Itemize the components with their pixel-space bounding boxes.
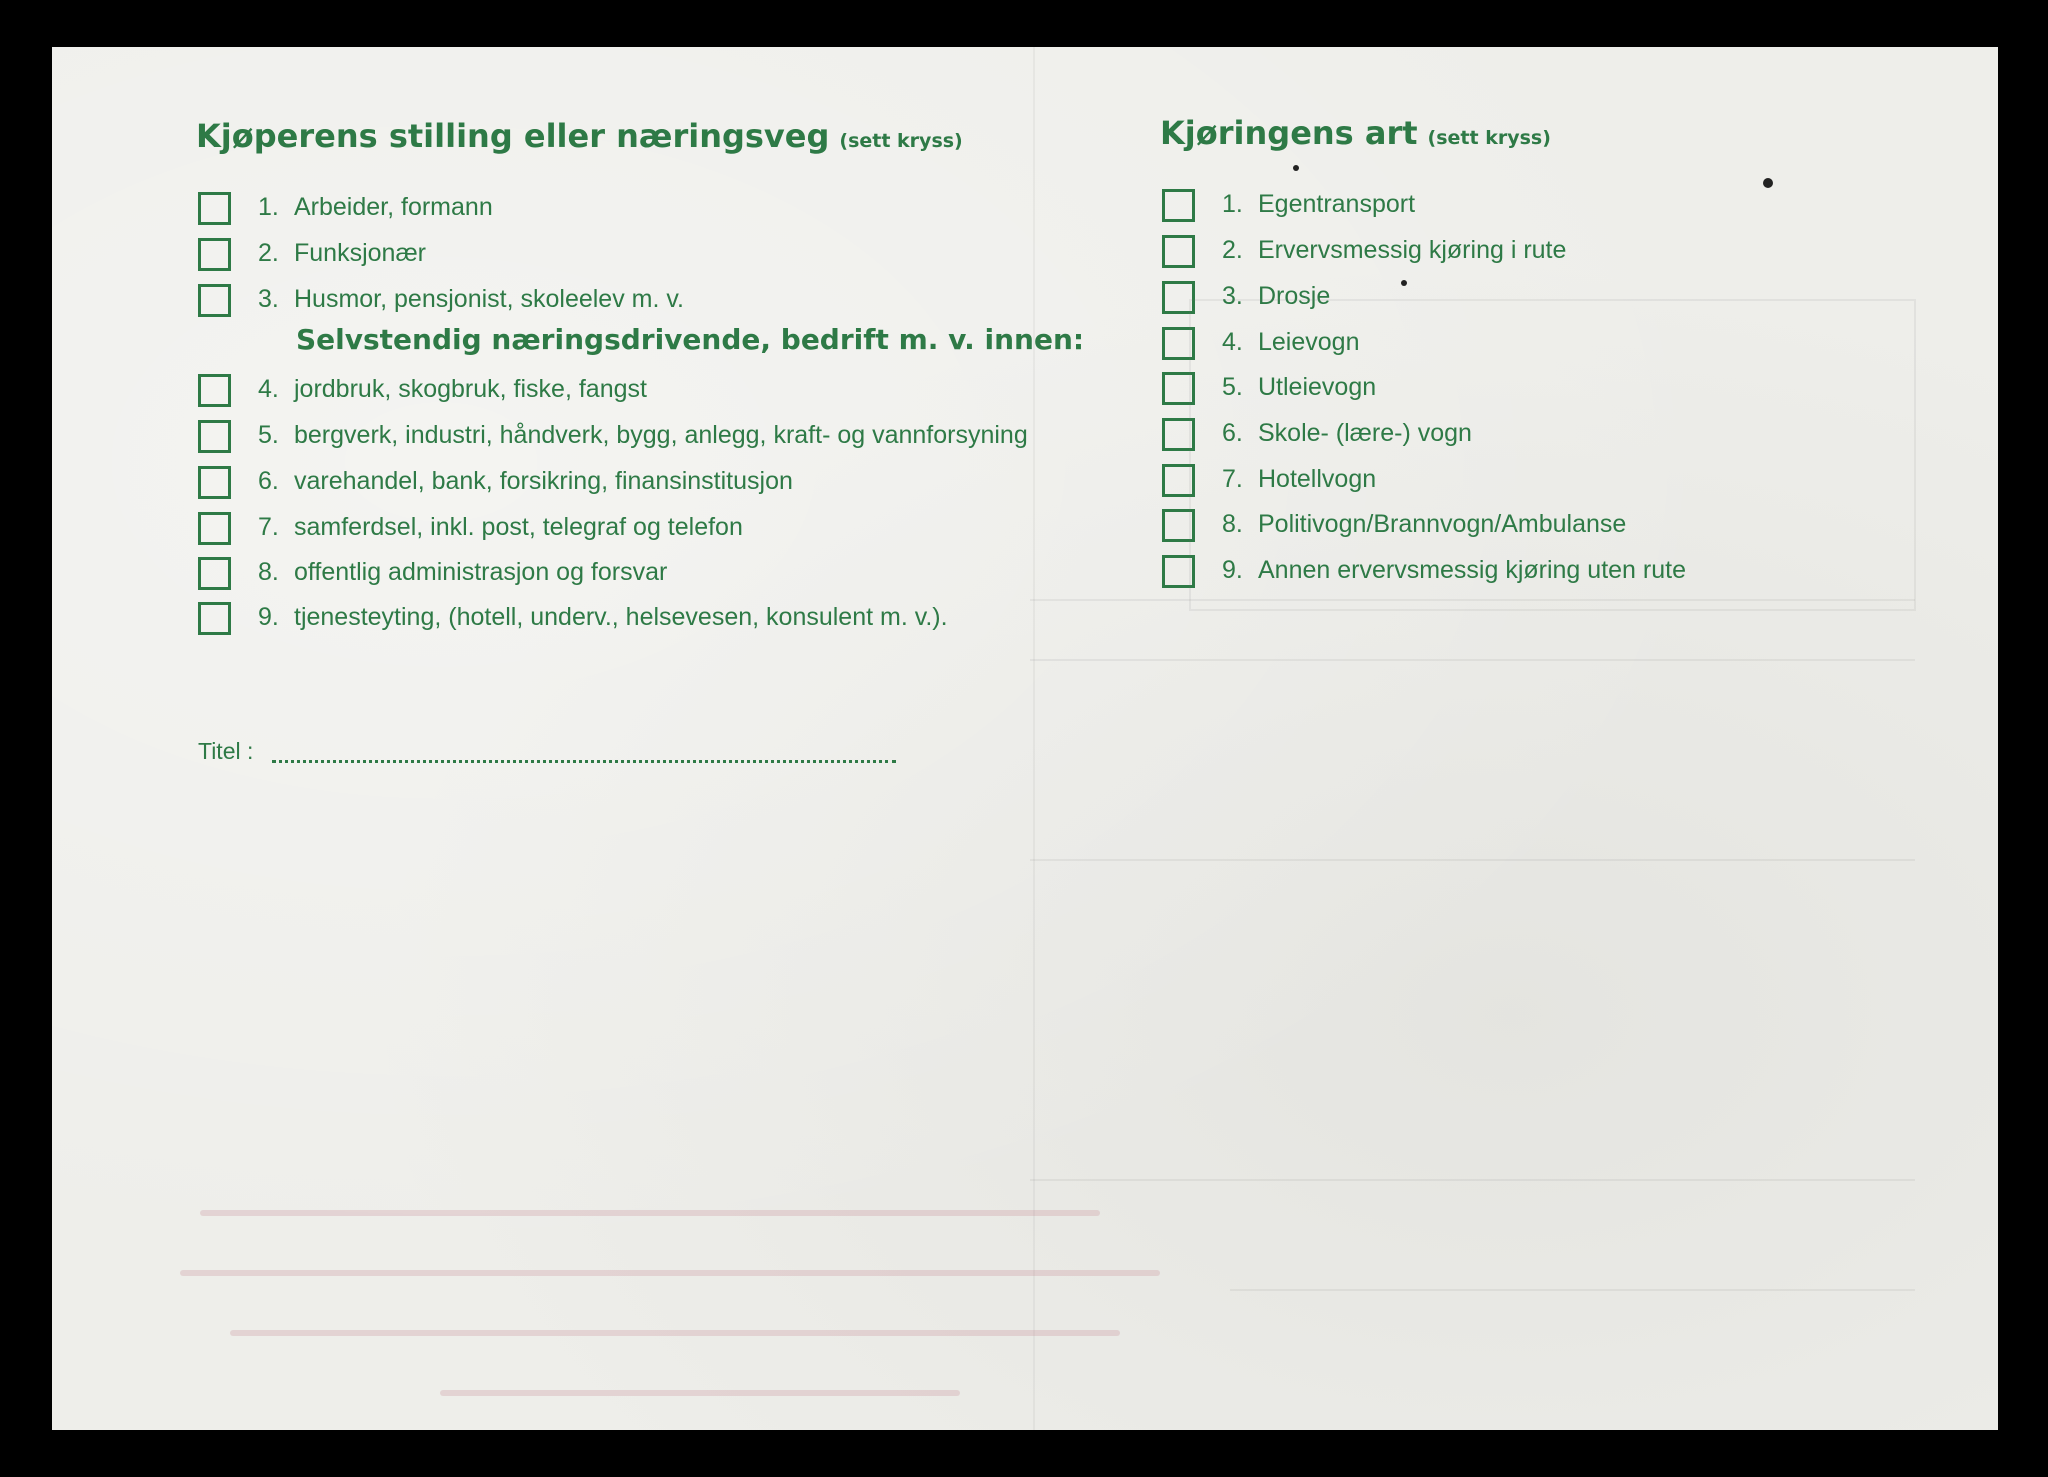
option-label: Husmor, pensjonist, skoleelev m. v. — [294, 285, 684, 313]
right-section-title: Kjøringens art — [1160, 114, 1418, 152]
option-label: Skole- (lære-) vogn — [1258, 419, 1472, 447]
option-number: 2. — [258, 239, 279, 267]
option-number: 7. — [1222, 465, 1243, 493]
option-label: Drosje — [1258, 282, 1331, 310]
option-number: 4. — [258, 375, 279, 403]
option-label: Annen ervervsmessig kjøring uten rute — [1258, 556, 1686, 584]
option-number: 9. — [1222, 556, 1243, 584]
option-number: 8. — [258, 558, 279, 586]
titel-label: Titel : — [198, 738, 254, 764]
option-number: 9. — [258, 603, 279, 631]
option-label: Arbeider, formann — [294, 193, 493, 221]
option-number: 3. — [1222, 282, 1243, 310]
option-number: 8. — [1222, 510, 1243, 538]
left-section-title: Kjøperens stilling eller næringsveg — [196, 117, 830, 155]
option-label: Egentransport — [1258, 190, 1416, 218]
option-number: 6. — [258, 467, 279, 495]
self-employed-subheading: Selvstendig næringsdrivende, bedrift m. v. innen: — [296, 323, 1085, 356]
option-label: tjenesteyting, (hotell, underv., helsevesen, konsulent m. v.). — [294, 603, 948, 631]
option-label: Utleievogn — [1258, 373, 1377, 401]
option-label: varehandel, bank, forsikring, finansinstitusjon — [294, 467, 793, 495]
option-number: 3. — [258, 285, 279, 313]
option-label: jordbruk, skogbruk, fiske, fangst — [294, 375, 647, 403]
option-number: 6. — [1222, 419, 1243, 447]
option-label: Hotellvogn — [1258, 465, 1377, 493]
option-label: offentlig administrasjon og forsvar — [294, 558, 668, 586]
left-section-note: (sett kryss) — [839, 130, 963, 152]
option-number: 2. — [1222, 236, 1243, 264]
option-label: Ervervsmessig kjøring i rute — [1258, 236, 1567, 264]
right-section-note: (sett kryss) — [1427, 127, 1551, 149]
option-number: 5. — [258, 421, 279, 449]
option-label: Funksjonær — [294, 239, 426, 267]
option-number: 1. — [258, 193, 279, 221]
option-number: 7. — [258, 513, 279, 541]
option-number: 1. — [1222, 190, 1243, 218]
option-label: samferdsel, inkl. post, telegraf og telefon — [294, 513, 743, 541]
option-number: 4. — [1222, 328, 1243, 356]
option-label: bergverk, industri, håndverk, bygg, anlegg, kraft- og vannforsyning — [294, 421, 1028, 449]
option-number: 5. — [1222, 373, 1243, 401]
option-label: Politivogn/Brannvogn/Ambulanse — [1258, 510, 1627, 538]
option-label: Leievogn — [1258, 328, 1360, 356]
